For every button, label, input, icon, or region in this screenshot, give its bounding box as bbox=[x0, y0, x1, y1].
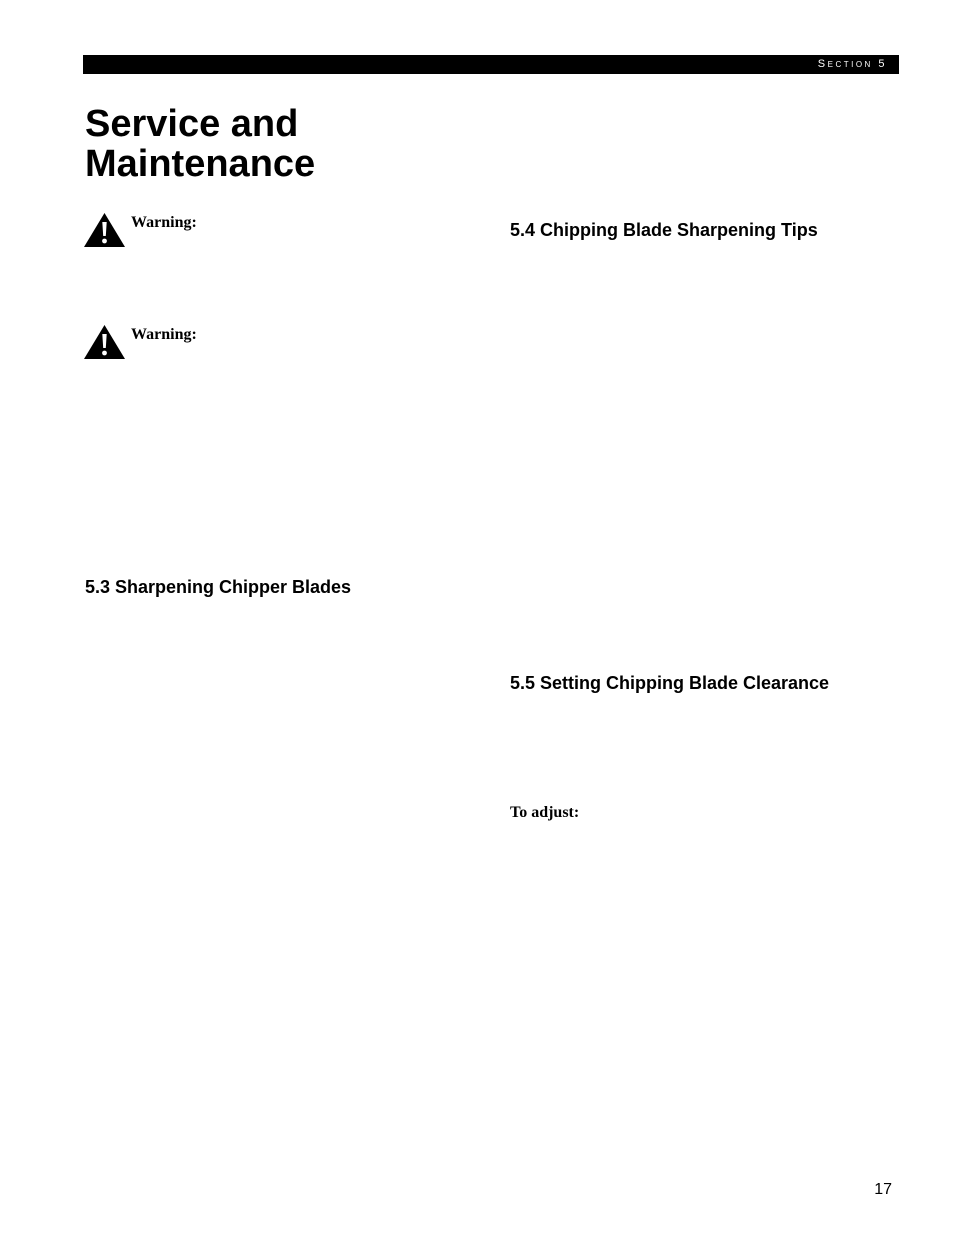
warning-label: Warning: bbox=[131, 326, 197, 343]
warning-triangle-icon bbox=[83, 212, 126, 248]
heading-5-4-chipping-blade-sharpening-tips: 5.4 Chipping Blade Sharpening Tips bbox=[510, 220, 818, 240]
warning-label: Warning: bbox=[131, 214, 197, 231]
page-number: 17 bbox=[874, 1181, 892, 1198]
section-header-bar bbox=[83, 55, 899, 74]
heading-5-3-sharpening-chipper-blades: 5.3 Sharpening Chipper Blades bbox=[85, 577, 352, 597]
warning-block-1 bbox=[83, 212, 403, 252]
warning-block-2 bbox=[83, 324, 403, 364]
section-label: Section 5 bbox=[817, 58, 887, 70]
page-title: Service and Maintenance bbox=[85, 103, 316, 185]
warning-triangle-icon bbox=[83, 324, 126, 360]
to-adjust-label: To adjust: bbox=[510, 804, 580, 821]
heading-5-5-setting-chipping-blade-clearance: 5.5 Setting Chipping Blade Clearance bbox=[510, 673, 830, 693]
